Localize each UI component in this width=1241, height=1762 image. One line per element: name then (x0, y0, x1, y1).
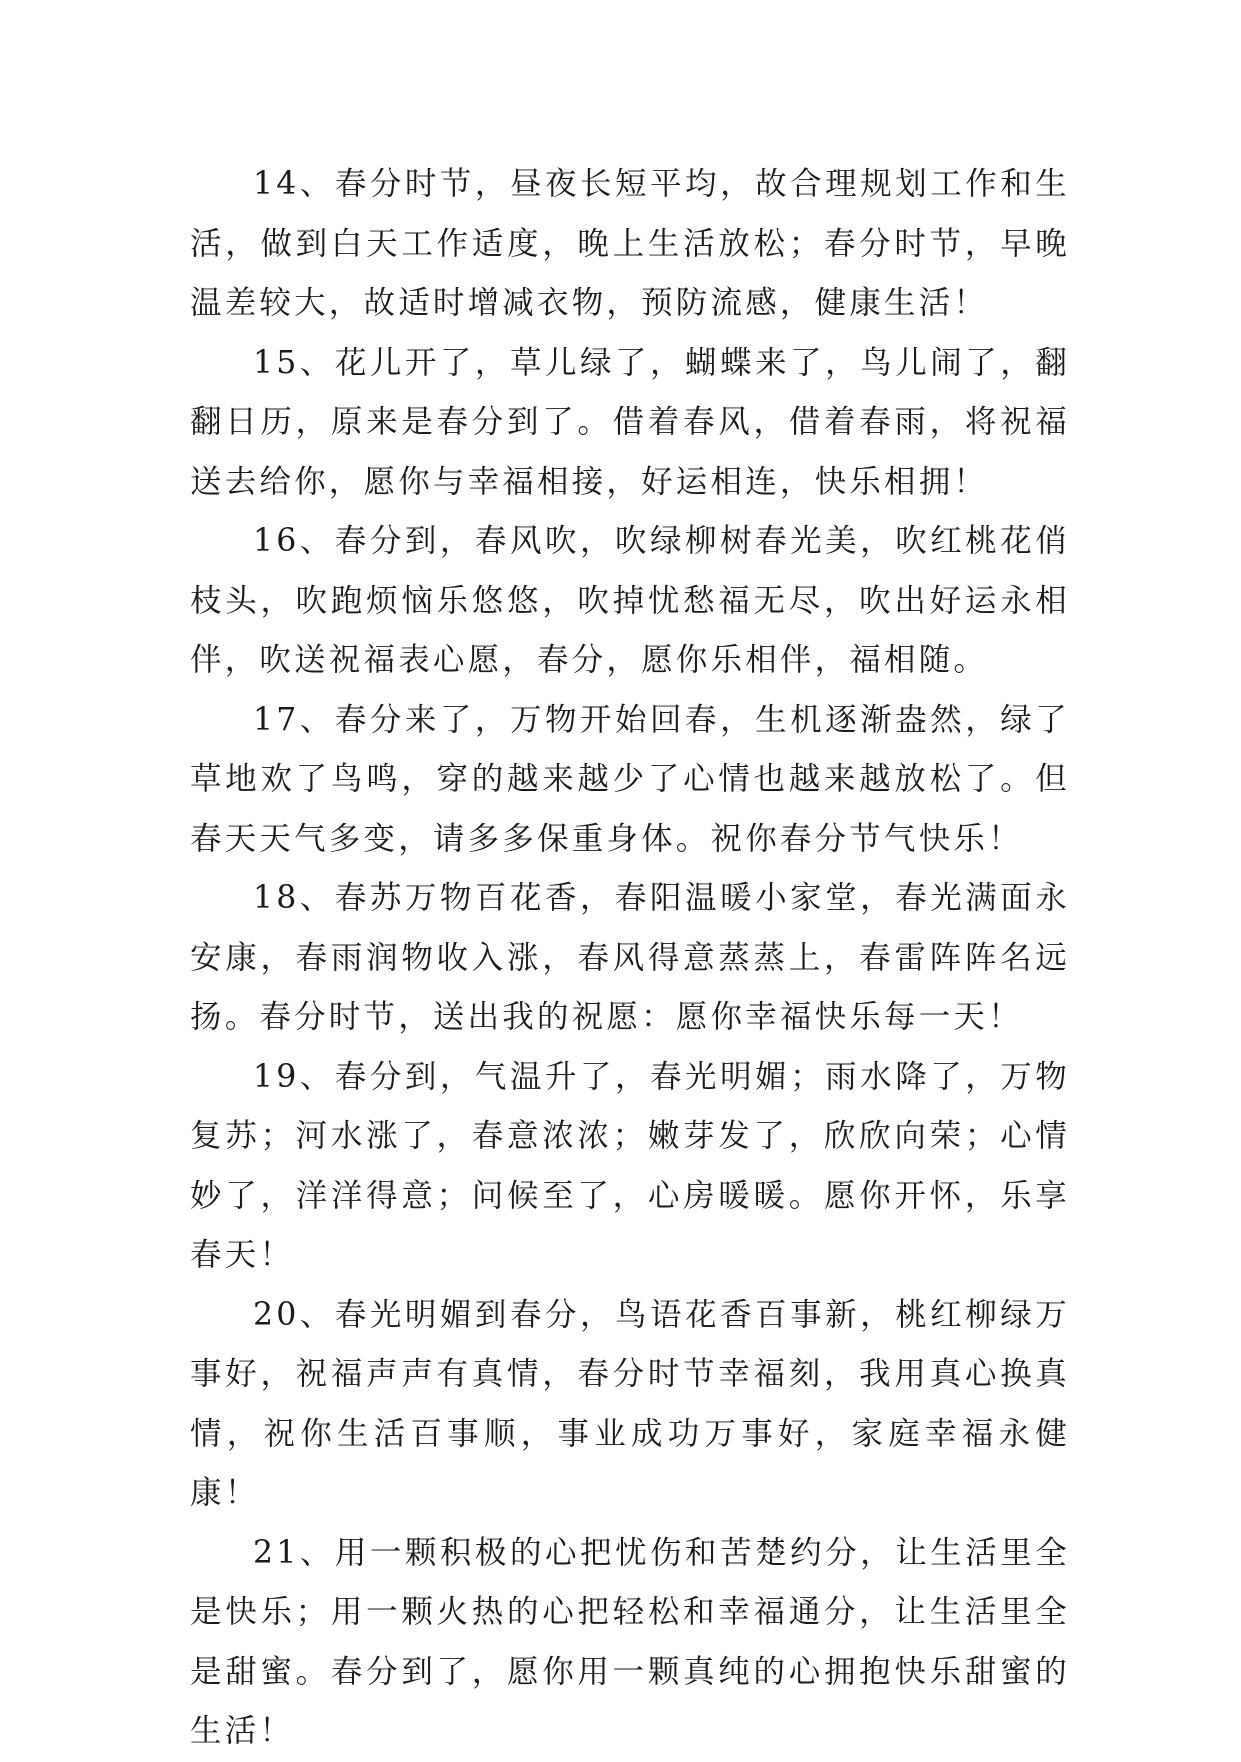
paragraph-19: 19、春分到，气温升了，春光明媚；雨水降了，万物复苏；河水涨了，春意浓浓；嫩芽发了，欣欣向荣；心情妙了，洋洋得意；问候至了，心房暖暖。愿你开怀，乐享春天！ (190, 1058, 1070, 1273)
paragraph-18: 18、春苏万物百花香，春阳温暖小家堂，春光满面永安康，春雨润物收入涨，春风得意蒸蒸上，春雷阵阵名远扬。春分时节，送出我的祝愿：愿你幸福快乐每一天！ (190, 880, 1070, 1035)
paragraph-15: 15、花儿开了，草儿绿了，蝴蝶来了，鸟儿闹了，翻翻日历，原来是春分到了。借着春风，借着春雨，将祝福送去给你，愿你与幸福相接，好运相连，快乐相拥！ (190, 344, 1070, 500)
paragraph-14: 14、春分时节，昼夜长短平均，故合理规划工作和生活，做到白天工作适度，晚上生活放松；春分时节，早晚温差较大，故适时增减衣物，预防流感，健康生活！ (190, 166, 1070, 321)
paragraph-17: 17、春分来了，万物开始回春，生机逐渐盎然，绿了草地欢了鸟鸣，穿的越来越少了心情也越来越放松了。但春天天气多变，请多多保重身体。祝你春分节气快乐！ (190, 701, 1070, 857)
paragraph-20: 20、春光明媚到春分，鸟语花香百事新，桃红柳绿万事好，祝福声声有真情，春分时节幸福刻，我用真心换真情，祝你生活百事顺，事业成功万事好，家庭幸福永健康！ (190, 1296, 1070, 1511)
paragraph-21: 21、用一颗积极的心把忧伤和苦楚约分，让生活里全是快乐；用一颗火热的心把轻松和幸福通分，让生活里全是甜蜜。春分到了，愿你用一颗真纯的心拥抱快乐甜蜜的生活！ (190, 1534, 1070, 1749)
document-body (190, 155, 1070, 1762)
paragraph-16: 16、春分到，春风吹，吹绿柳树春光美，吹红桃花俏枝头，吹跑烦恼乐悠悠，吹掉忧愁福无尽，吹出好运永相伴，吹送祝福表心愿，春分，愿你乐相伴，福相随。 (190, 523, 1070, 678)
